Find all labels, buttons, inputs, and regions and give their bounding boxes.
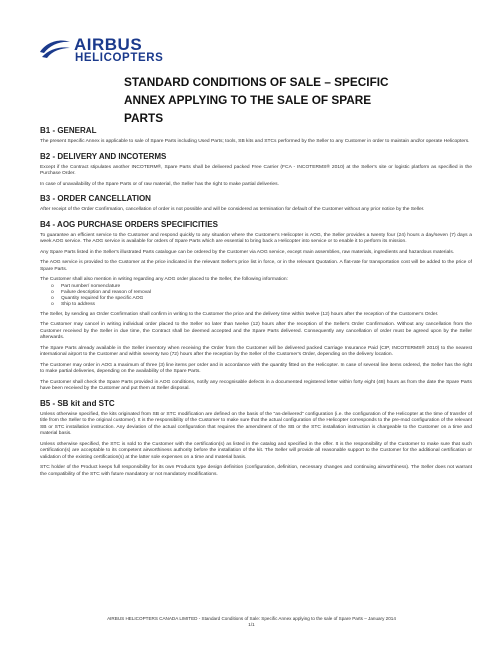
b5-paragraph-3: STC holder of the Product keeps full responsibility for its own Products type design definition (configuration, definition, necessary changes and continuing airworthiness). The Seller does not warrant the compatibility of the STC with future mandatory or not mandatory modifications. — [40, 465, 472, 477]
logo-brand-text: AIRBUS — [74, 35, 143, 54]
title-line-2: ANNEX APPLYING TO THE SALE OF SPARE — [124, 93, 372, 107]
section-heading-b1: B1 - GENERAL — [40, 126, 97, 135]
b4-paragraph-1: To guarantee an efficient service to the Customer and respond quickly to any situation where the Customer's Helicopter is AOG, the Seller provides a twenty four (24) hours a day/seven (7) days a week AOG service. The AOG service is available for orders of Spare Parts which are essential to bring back a Helicopter into service or to enable it to perform its mission. — [40, 232, 472, 244]
document-body — [40, 124, 472, 478]
list-item: o Part number/ nomenclature — [62, 284, 472, 290]
list-item: o Quantity required for the specific AOG — [62, 296, 472, 302]
b4-paragraph-7: The Spare Parts already available in the Seller inventory when receiving the Order from the Customer will be delivered packed Carriage Insurance Paid (CIP, INCOTERMS® 2010) to the nearest international airport to the Customer and within seventy two (72) hours after the reception by the Seller of the Customer's Order, depending on the delivery location. — [40, 345, 472, 357]
list-item: o Failure description and reason of removal — [62, 290, 472, 296]
page-number: 1/1 — [248, 622, 255, 627]
b4-paragraph-3: The AOG service is provided to the Customer at the price indicated in the relevant Seller's price list in force, or in the relevant Quotation. A flat-rate for transportation cost will be added to the price of Spare Parts. — [40, 260, 472, 272]
page-footer — [0, 616, 503, 628]
title-line-3: PARTS — [124, 111, 164, 125]
b2-paragraph-2: In case of unavailability of the Spare Parts or of raw material, the Seller has the right to make partial deliveries. — [40, 181, 279, 187]
section-heading-b3: B3 - ORDER CANCELLATION — [40, 194, 151, 203]
airbus-helicopters-logo — [38, 35, 164, 70]
logo-sub-text: HELICOPTERS — [75, 52, 164, 64]
title-line-1: STANDARD CONDITIONS OF SALE – SPECIFIC — [124, 75, 389, 89]
section-heading-b2: B2 - DELIVERY AND INCOTERMS — [40, 151, 167, 161]
document-title — [124, 73, 464, 127]
airbus-swirl-icon — [38, 36, 72, 62]
section-heading-b4: B4 - AOG PURCHASE ORDERS SPECIFICITIES — [40, 219, 218, 229]
b4-paragraph-6: The Customer may cancel in writing individual order placed to the Seller no later than twelve (12) hours after the reception of the Seller's Order Confirmation. Without any cancellation from the Customer received by the Seller in due time, the Contract shall be deemed accepted and the Spare Parts delivered. Consequently any cancellation of order must be agreed upon by the Seller afterwards. — [40, 322, 472, 340]
b4-paragraph-8: The Customer may order in AOG a maximum of three (3) line items per order and in accordance with the quantity fitted on the Helicopter. In case of several line items ordered, the Seller has the right to make partial deliveries, depending on the availability of the Spare Parts. — [40, 362, 472, 374]
list-item: o Ship to address — [62, 302, 472, 308]
b4-paragraph-2: Any Spare Parts listed in the Seller's illustrated Parts catalogue can be ordered by the Customer via AOG service, except main assemblies, raw materials, ingredients and hazardous materials. — [40, 249, 455, 255]
b1-paragraph-1: The present Specific Annex is applicable to sale of Spare Parts including Used Parts; tools, SB kits and STCs performed by the Seller to any Customer in order to maintain and/or operate Helicopters. — [40, 139, 470, 144]
b3-paragraph-1: After receipt of the Order Confirmation, cancellation of order is not possible and will be considered as termination for default of the Customer without any prior notice by the Seller. — [40, 207, 425, 212]
b4-paragraph-5: The Seller, by sending an Order Confirmation shall confirm in writing to the Customer the price and the delivery time within twelve (12) hours after the reception of the Customer's Order. — [40, 311, 439, 317]
section-heading-b5: B5 - SB kit and STC — [40, 398, 115, 408]
aog-information-list — [40, 284, 472, 308]
footer-text: AIRBUS HELICOPTERS CANADA LIMITED - Standard Conditions of Sale: Specific Annex applying to the sale of Spare Parts – January 2014 — [107, 616, 396, 621]
b4-paragraph-4: The Customer shall also mention in writing regarding any AOG order placed to the Seller, the following information: — [40, 277, 288, 282]
b5-paragraph-2: Unless otherwise specified, the STC is sold to the Customer with the certification(s) as listed in the catalog and specified in the offer. It is the responsibility of the Customer to make sure that such certification(s) are acceptable to its competent airworthiness authority before the installation of the kit. The Seller will provide all reasonable support to the Customer for the additional certification or validation of the existing certification(s) at the latter sole expenses on a time and material basis. — [40, 441, 472, 460]
b5-paragraph-1: Unless otherwise specified, the kits originated from SB or STC modification are defined on the basis of the "as-delivered" configuration (i.e. the configuration of the Helicopter at the time of transfer of title from the Seller to the original customer). It is the responsibility of the Customer to make sure that the actual configuration of the Helicopter corresponds to the pre-mod configuration of the relevant SB or STC installation instruction. Any deviation of the actual configuration that requires the amendment of the SB or the STC installation instruction is chargeable to the Customer on a time and material basis. — [40, 411, 472, 436]
b4-paragraph-9: The Customer shall check the Spare Parts provided in AOG conditions, notify any recognisable defects in a documented registered letter within forty eight (48) hours as from the date the Spare Parts have been received by the Customer and put them at Seller disposal. — [40, 379, 472, 391]
b2-paragraph-1: Except if the Contract stipulates another INCOTERM®, Spare Parts shall be delivered packed Free Carrier (FCA - INCOTERMS® 2010) at the Seller's site or logistic platform as specified in the Purchase Order. — [40, 164, 472, 176]
